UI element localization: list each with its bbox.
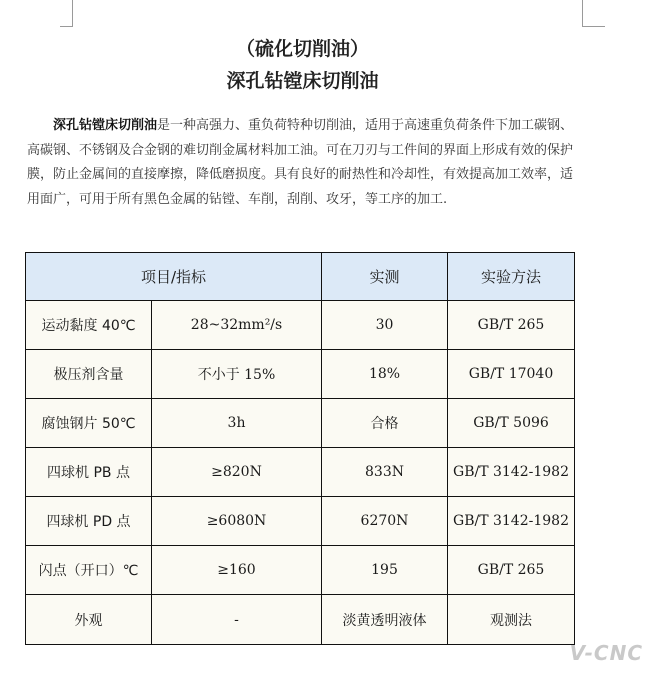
cell-item: 腐蚀钢片 50℃ [26,399,152,448]
table-row [26,350,575,399]
cell-method: GB/T 3142-1982 [448,448,575,497]
cell-measured: 合格 [322,399,448,448]
cell-spec: ≥6080N [152,497,322,546]
cell-measured: 18% [322,350,448,399]
header-item: 项目/指标 [26,253,322,301]
cell-item: 运动黏度 40℃ [26,301,152,350]
cell-measured: 833N [322,448,448,497]
cell-spec: ≥820N [152,448,322,497]
cell-spec: ≥160 [152,546,322,595]
cell-method: 观测法 [448,595,575,645]
intro-product-name: 深孔钻镗床切削油 [53,118,158,133]
cell-spec: 不小于 15% [152,350,322,399]
cell-measured: 6270N [322,497,448,546]
cell-item: 外观 [26,595,152,645]
intro-paragraph [27,114,583,212]
cell-method: GB/T 265 [448,301,575,350]
crop-mark-top-left [60,0,73,27]
table-row [26,399,575,448]
crop-mark-top-right [582,0,605,27]
cell-measured: 195 [322,546,448,595]
cell-item: 四球机 PB 点 [26,448,152,497]
doc-subtitle: （硫化切削油） [235,38,369,60]
cell-spec: 3h [152,399,322,448]
spec-table [25,252,575,645]
cell-method: GB/T 265 [448,546,575,595]
intro-text: 是一种高强力、重负荷特种切削油，适用于高速重负荷条件下加工碳钢、高碳钢、不锈钢及合金钢的难切削金属材料加工油。可在刀刃与工件间的界面上形成有效的保护膜，防止金属间的直接摩擦，降低磨损度。具有良好的耐热性和冷却性，有效提高加工效率，适用面广，可用于所有黑色金属的钻镗、车削，刮削、攻牙，等工序的加工. [27,118,574,207]
cell-method: GB/T 3142-1982 [448,497,575,546]
cell-spec: 28~32mm²/s [152,301,322,350]
cell-item: 极压剂含量 [26,350,152,399]
cell-item: 四球机 PD 点 [26,497,152,546]
cell-method: GB/T 17040 [448,350,575,399]
table-header-row [26,253,575,301]
cell-measured: 淡黄透明液体 [322,595,448,645]
table-row [26,595,575,645]
table-row [26,546,575,595]
cell-method: GB/T 5096 [448,399,575,448]
watermark-logo: V-CNC [569,641,643,665]
cell-measured: 30 [322,301,448,350]
doc-title: 深孔钻镗床切削油 [226,70,379,92]
header-method: 实验方法 [448,253,575,301]
cell-spec: - [152,595,322,645]
table-row [26,301,575,350]
table-row [26,497,575,546]
header-measured: 实测 [322,253,448,301]
cell-item: 闪点（开口）℃ [26,546,152,595]
table-row [26,448,575,497]
